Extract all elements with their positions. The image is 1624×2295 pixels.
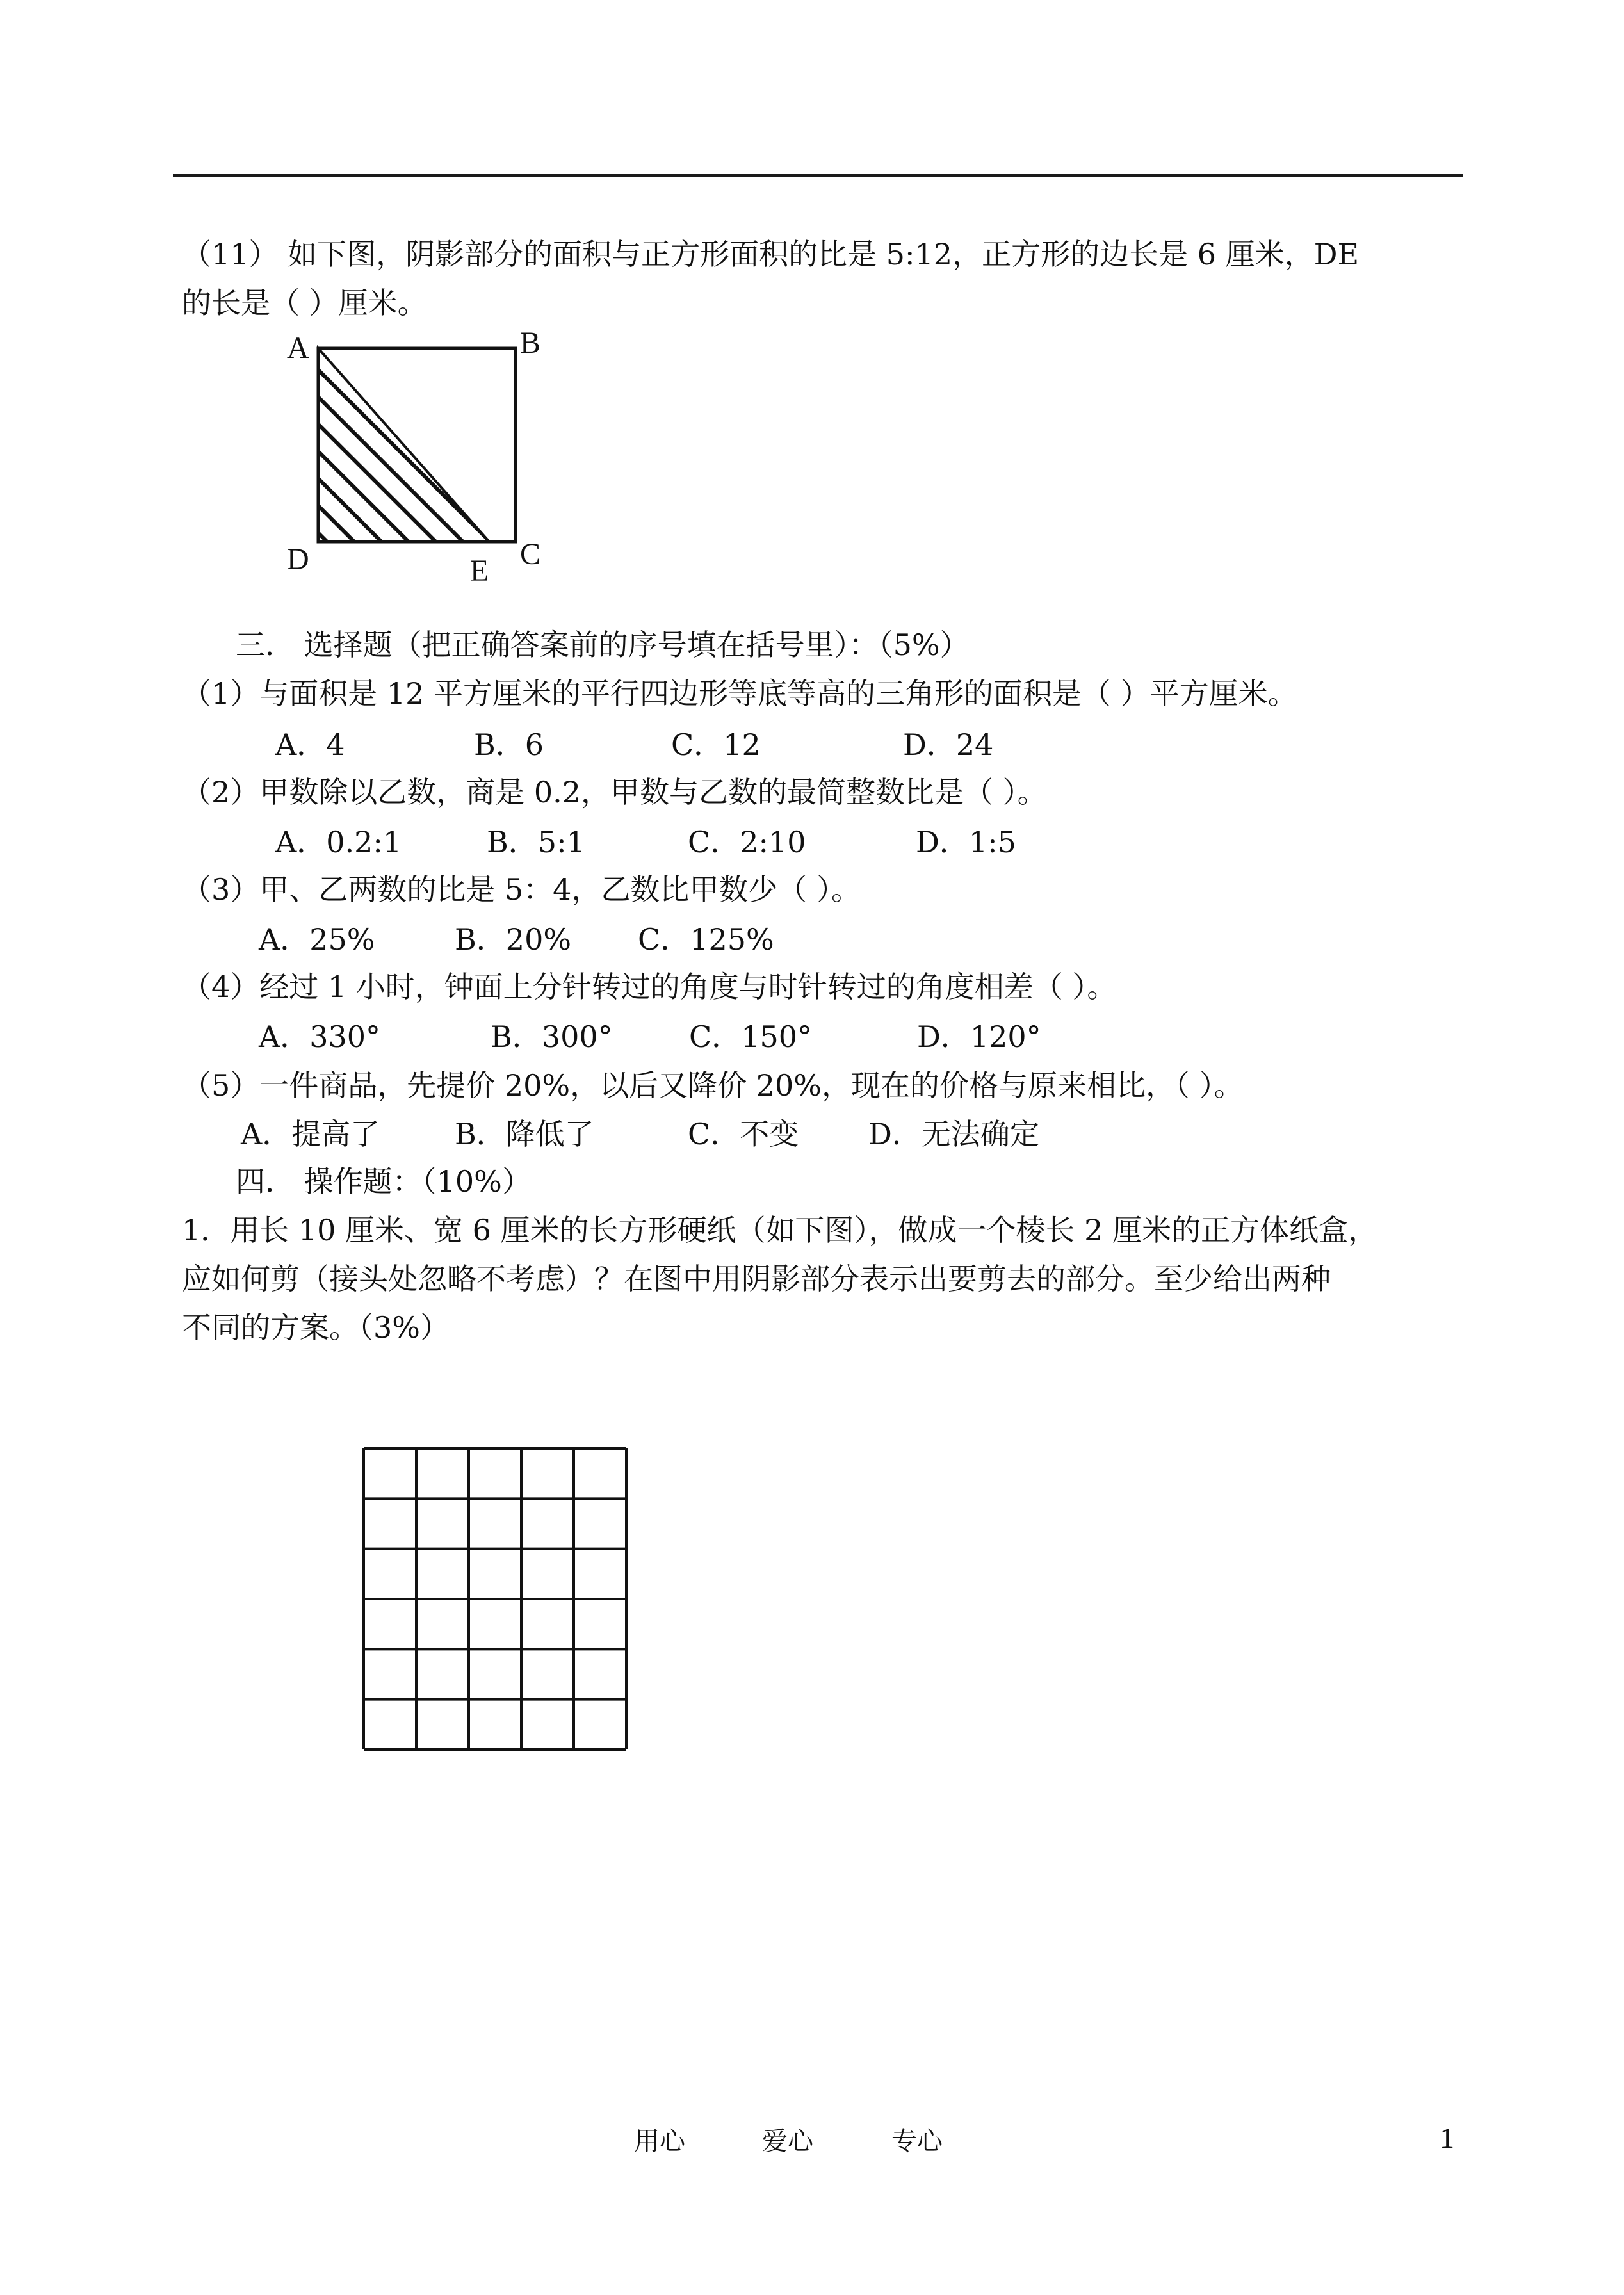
shaded-triangle-ade <box>318 348 489 542</box>
label-b: B <box>520 326 541 360</box>
footer-aixin: 爱心 <box>762 2127 813 2156</box>
q3-3-stem: （3）甲、乙两数的比是 5：4，乙数比甲数少（ ）。 <box>182 872 861 907</box>
q11-line1: （11） 如下图，阴影部分的面积与正方形面积的比是 5:12，正方形的边长是 6 厘米，DE <box>182 237 1360 272</box>
q3-5-option-a: A．提高了 <box>241 1117 380 1151</box>
q3-5-option-d: D．无法确定 <box>868 1117 1039 1151</box>
q3-1-option-c: C．12 <box>671 727 761 762</box>
q3-3-option-b: B．20% <box>455 922 572 957</box>
q3-3-option-a: A．25% <box>259 922 375 957</box>
q3-2-option-d: D．1:5 <box>916 825 1016 859</box>
section4-heading: 四． 操作题：（10%） <box>236 1164 532 1199</box>
footer-yongxin: 用心 <box>634 2127 685 2156</box>
label-c: C <box>520 537 541 571</box>
q3-4-option-b: B．300° <box>491 1019 613 1054</box>
q11-line2: 的长是（ ）厘米。 <box>182 286 427 320</box>
label-e: E <box>470 554 489 588</box>
q3-4-option-d: D．120° <box>917 1019 1041 1054</box>
cardboard-grid <box>361 1446 630 1753</box>
q3-5-option-c: C．不变 <box>688 1117 799 1151</box>
footer-zhuanxin: 专心 <box>891 2127 943 2156</box>
q3-1-stem: （1）与面积是 12 平方厘米的平行四边形等底等高的三角形的面积是（ ）平方厘米。 <box>182 676 1297 711</box>
q4-1-line3: 不同的方案。（3%） <box>182 1310 450 1345</box>
q3-1-option-a: A．4 <box>275 727 345 762</box>
q3-4-stem: （4）经过 1 小时，钟面上分针转过的角度与时针转过的角度相差（ ）。 <box>182 969 1117 1004</box>
q4-1-line2: 应如何剪（接头处忽略不考虑）？在图中用阴影部分表示出要剪去的部分。至少给出两种 <box>182 1261 1331 1296</box>
q3-3-option-c: C．125% <box>638 922 774 957</box>
q4-1-line1: 1．用长 10 厘米、宽 6 厘米的长方形硬纸（如下图），做成一个棱长 2 厘米的正方体纸盒， <box>182 1213 1378 1247</box>
q3-4-option-c: C．150° <box>689 1019 812 1054</box>
q3-2-stem: （2）甲数除以乙数，商是 0.2，甲数与乙数的最简整数比是（ ）。 <box>182 775 1047 809</box>
q3-1-option-d: D．24 <box>903 727 994 762</box>
q3-2-option-b: B．5:1 <box>487 825 585 859</box>
q3-2-option-a: A．0.2:1 <box>275 825 402 859</box>
q3-2-option-c: C．2:10 <box>688 825 806 859</box>
label-a: A <box>287 331 309 365</box>
label-d: D <box>287 542 309 576</box>
q3-1-option-b: B．6 <box>474 727 544 762</box>
section3-heading: 三． 选择题（把正确答案前的序号填在括号里）：（5%） <box>236 628 970 662</box>
q3-5-stem: （5）一件商品，先提价 20%，以后又降价 20%，现在的价格与原来相比，（ ）。 <box>182 1068 1244 1103</box>
q3-4-option-a: A．330° <box>259 1019 381 1054</box>
page-number: 1 <box>1440 2121 1454 2154</box>
q3-5-option-b: B．降低了 <box>455 1117 594 1151</box>
